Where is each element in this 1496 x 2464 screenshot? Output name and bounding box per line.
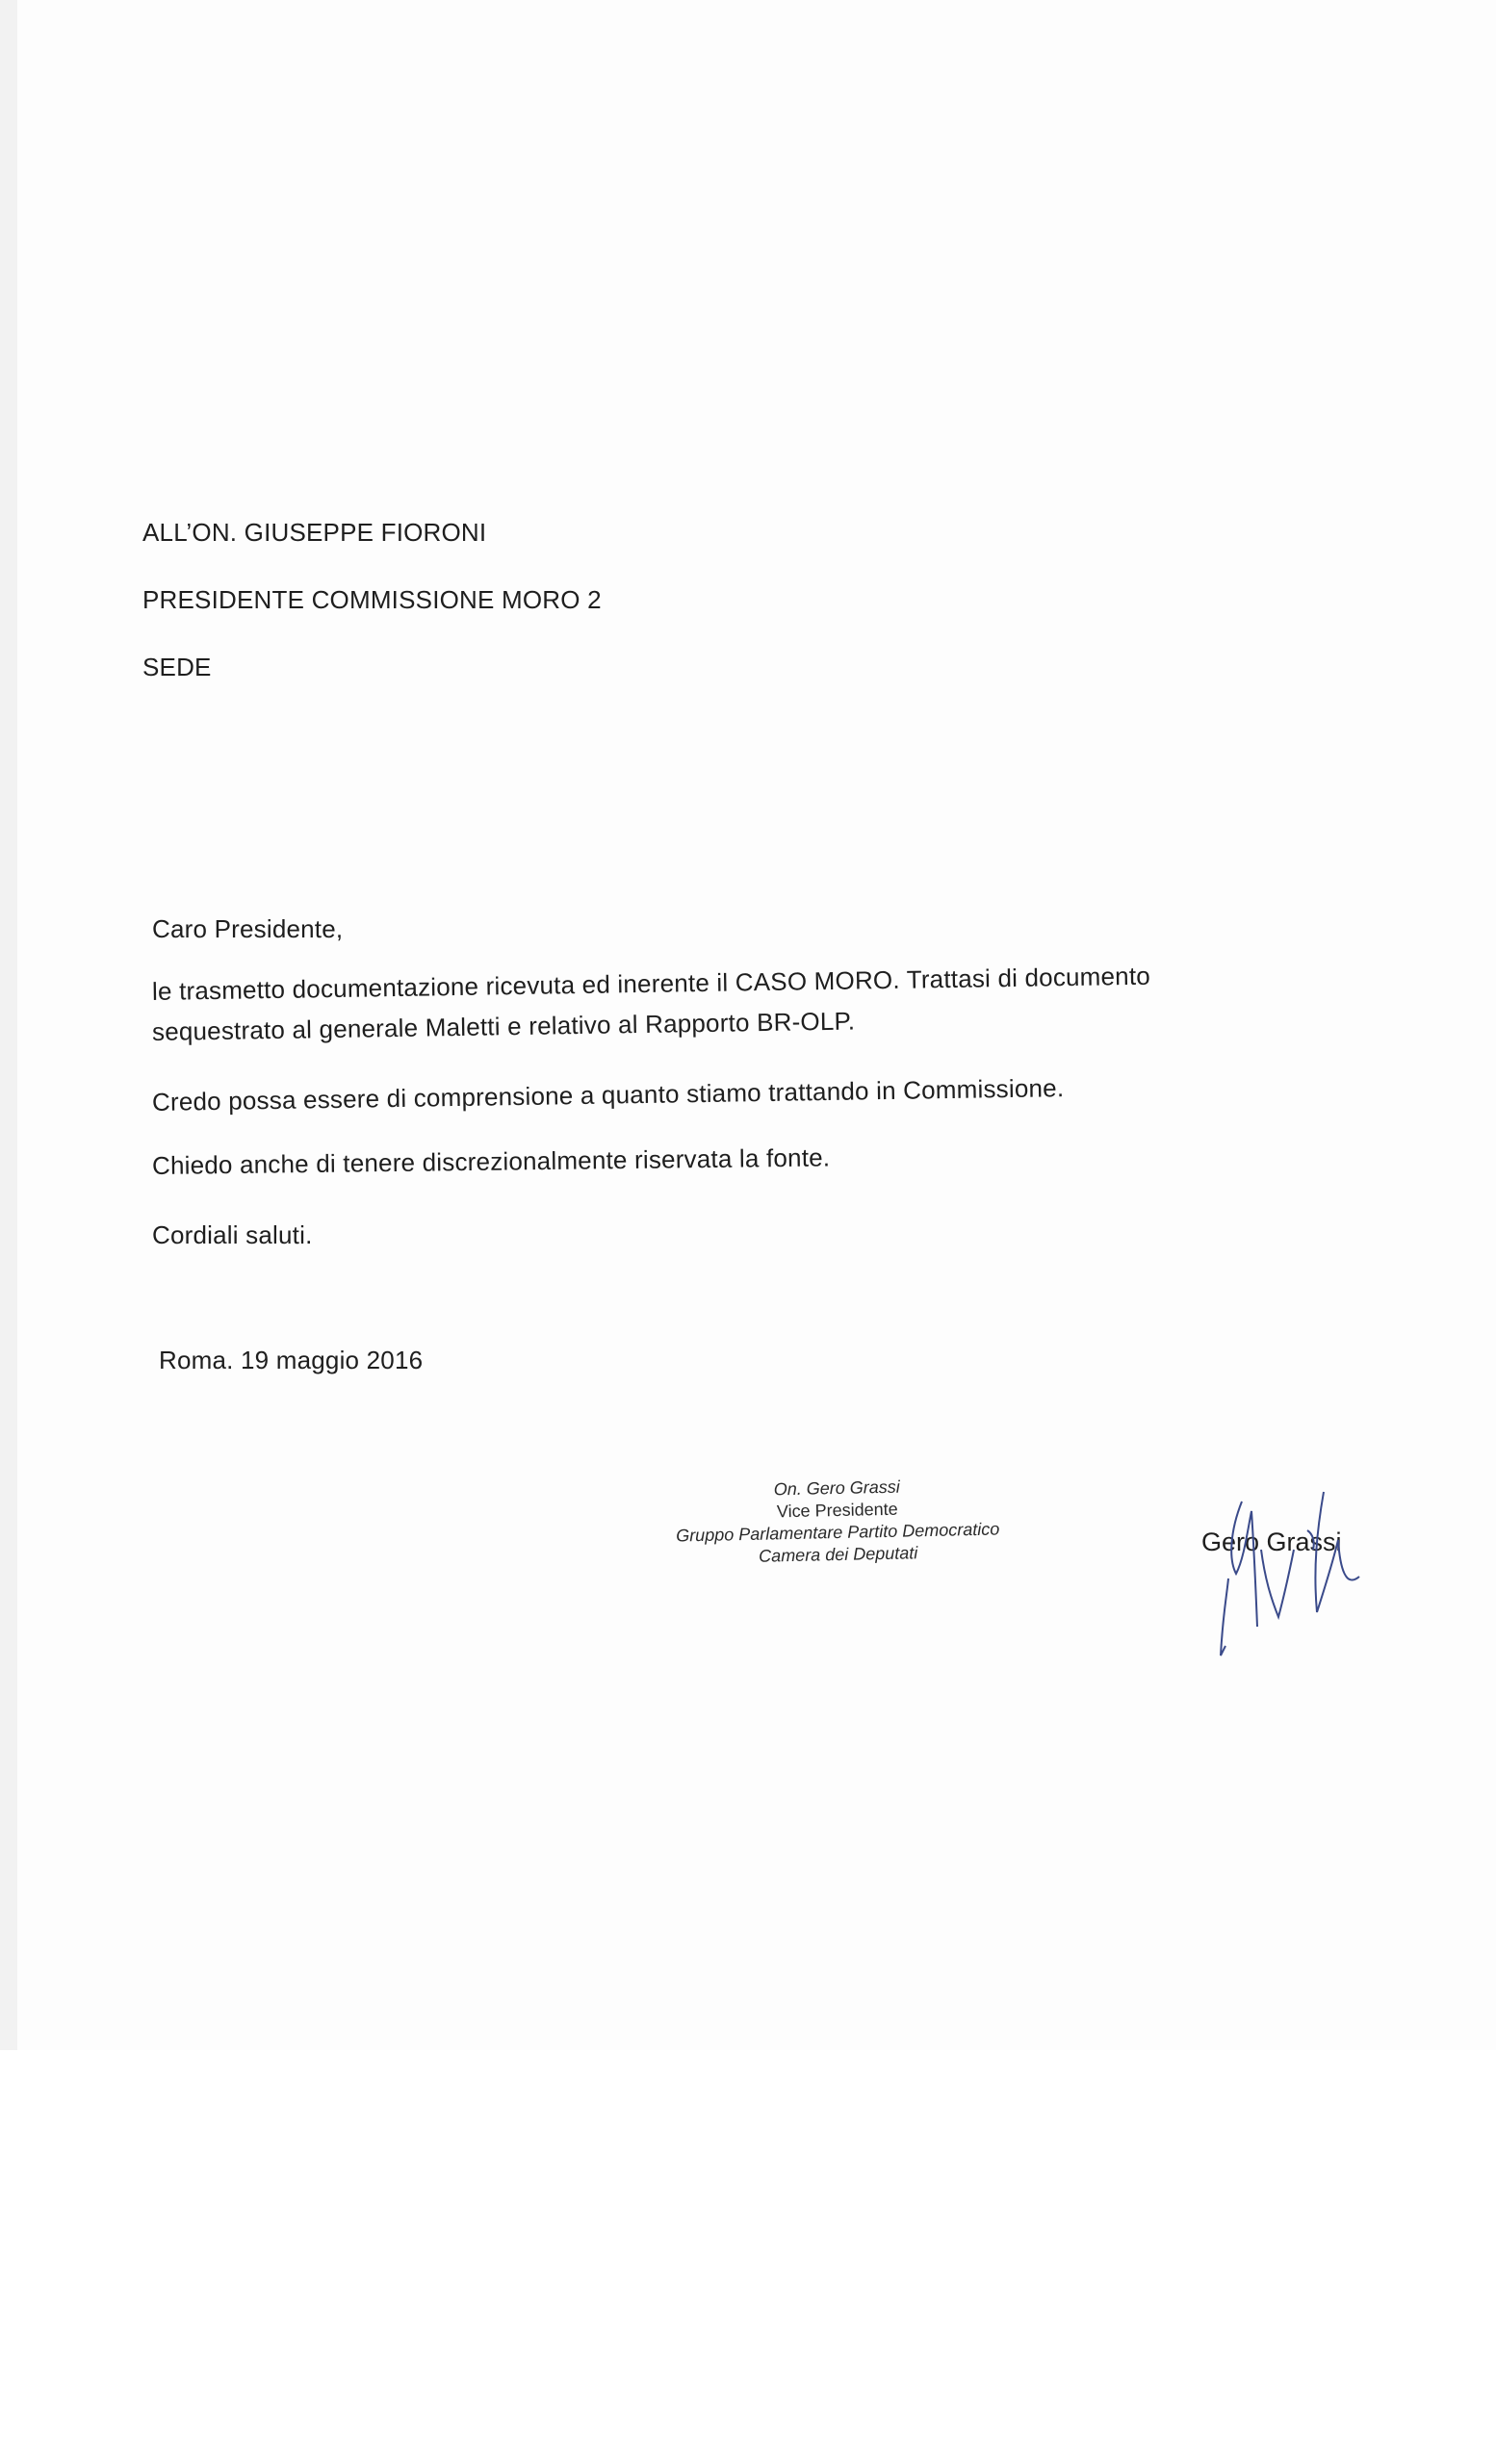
addressee-location: SEDE <box>142 653 212 681</box>
signature-printed-name: Gero Grassi <box>1201 1527 1342 1556</box>
place-and-date: Roma. 19 maggio 2016 <box>159 1346 424 1374</box>
stamp-role: Vice Presidente <box>776 1499 898 1522</box>
paragraph-2: Credo possa essere di comprensione a quanto stiamo trattando in Commissione. <box>151 1073 1065 1116</box>
salutation: Caro Presidente, <box>152 914 344 943</box>
paragraph-1-line-2: sequestrato al generale Maletti e relativo al Rapporto BR-OLP. <box>151 1006 856 1046</box>
addressee-title: PRESIDENTE COMMISSIONE MORO 2 <box>142 585 602 614</box>
handwritten-signature-icon <box>1194 1473 1386 1665</box>
addressee-name: ALL’ON. GIUSEPPE FIORONI <box>142 518 487 547</box>
stamp-name: On. Gero Grassi <box>773 1476 900 1500</box>
page-bottom-margin <box>0 2050 1496 2464</box>
stamp-chamber: Camera dei Deputati <box>758 1543 918 1566</box>
signature-block <box>1194 1473 1386 1665</box>
closing: Cordiali saluti. <box>152 1220 313 1249</box>
official-stamp <box>634 1474 1041 1571</box>
paragraph-3: Chiedo anche di tenere discrezionalmente riservata la fonte. <box>151 1142 831 1180</box>
paragraph-1-line-1: le trasmetto documentazione ricevuta ed inerente il CASO MORO. Trattasi di documento <box>151 961 1151 1006</box>
stamp-group: Gruppo Parlamentare Partito Democratico <box>675 1519 1000 1546</box>
